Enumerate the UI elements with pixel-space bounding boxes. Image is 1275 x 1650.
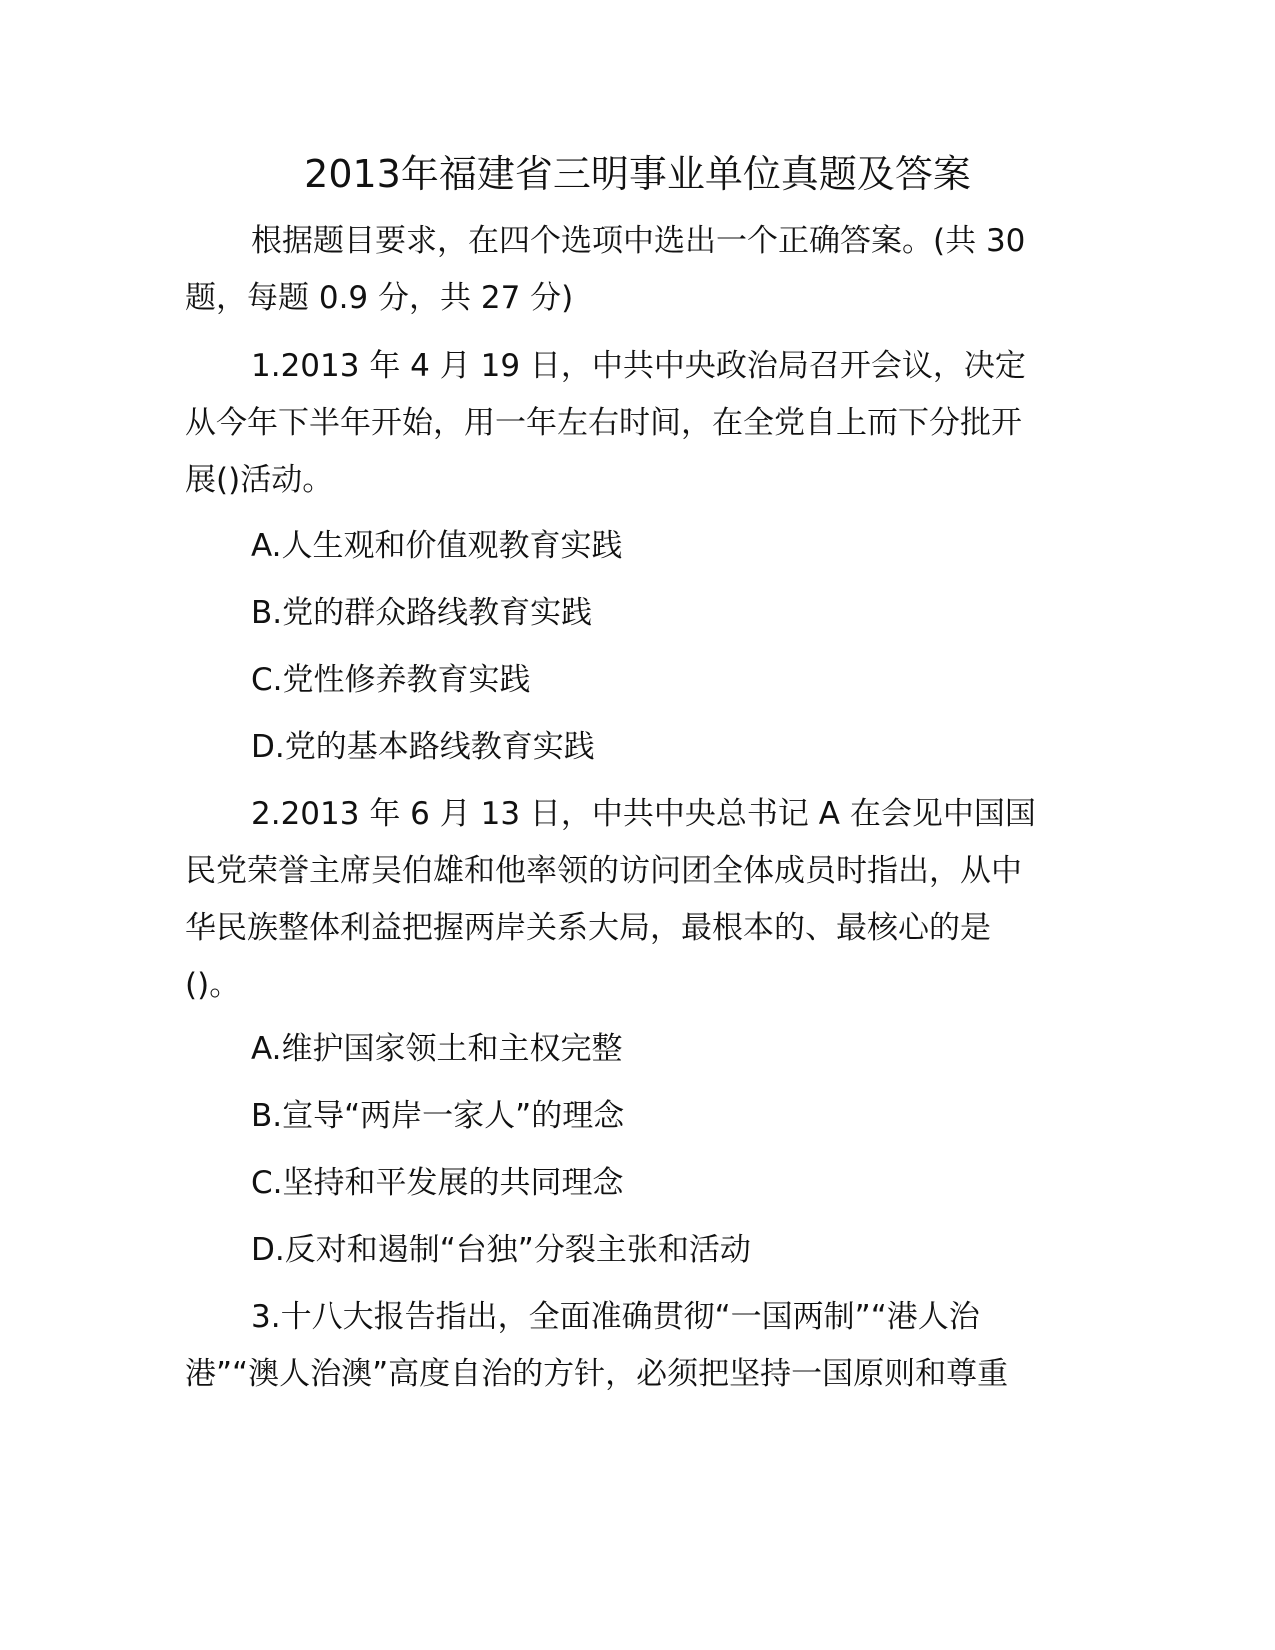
page-title: 2013年福建省三明事业单位真题及答案 bbox=[304, 152, 971, 196]
question-1-option-a: A.人生观和价值观教育实践 bbox=[251, 528, 623, 564]
question-1-line-2: 从今年下半年开始，用一年左右时间，在全党自上而下分批开 bbox=[185, 405, 1022, 441]
question-2-option-d: D.反对和遏制“台独”分裂主张和活动 bbox=[251, 1232, 751, 1268]
instructions-line-2: 题，每题 0.9 分，共 27 分) bbox=[185, 280, 574, 316]
instructions-line-1: 根据题目要求，在四个选项中选出一个正确答案。(共 30 bbox=[251, 223, 1026, 259]
question-1-option-b: B.党的群众路线教育实践 bbox=[251, 595, 593, 631]
question-3-line-2: 港”“澳人治澳”高度自治的方针，必须把坚持一国原则和尊重 bbox=[185, 1356, 1009, 1392]
question-2-line-2: 民党荣誉主席吴伯雄和他率领的访问团全体成员时指出，从中 bbox=[185, 853, 1022, 889]
question-1-option-d: D.党的基本路线教育实践 bbox=[251, 729, 595, 765]
question-1-line-3: 展()活动。 bbox=[185, 462, 334, 498]
question-2-line-4: ()。 bbox=[185, 967, 241, 1003]
question-2-option-a: A.维护国家领土和主权完整 bbox=[251, 1031, 623, 1067]
question-2-option-b: B.宣导“两岸一家人”的理念 bbox=[251, 1098, 625, 1134]
question-3-line-1: 3.十八大报告指出，全面准确贯彻“一国两制”“港人治 bbox=[251, 1299, 980, 1335]
question-2-line-1: 2.2013 年 6 月 13 日，中共中央总书记 A 在会见中国国 bbox=[251, 796, 1036, 832]
question-1-line-1: 1.2013 年 4 月 19 日，中共中央政治局召开会议，决定 bbox=[251, 348, 1026, 384]
question-2-line-3: 华民族整体利益把握两岸关系大局，最根本的、最核心的是 bbox=[185, 910, 991, 946]
question-2-option-c: C.坚持和平发展的共同理念 bbox=[251, 1165, 624, 1201]
question-1-option-c: C.党性修养教育实践 bbox=[251, 662, 531, 698]
